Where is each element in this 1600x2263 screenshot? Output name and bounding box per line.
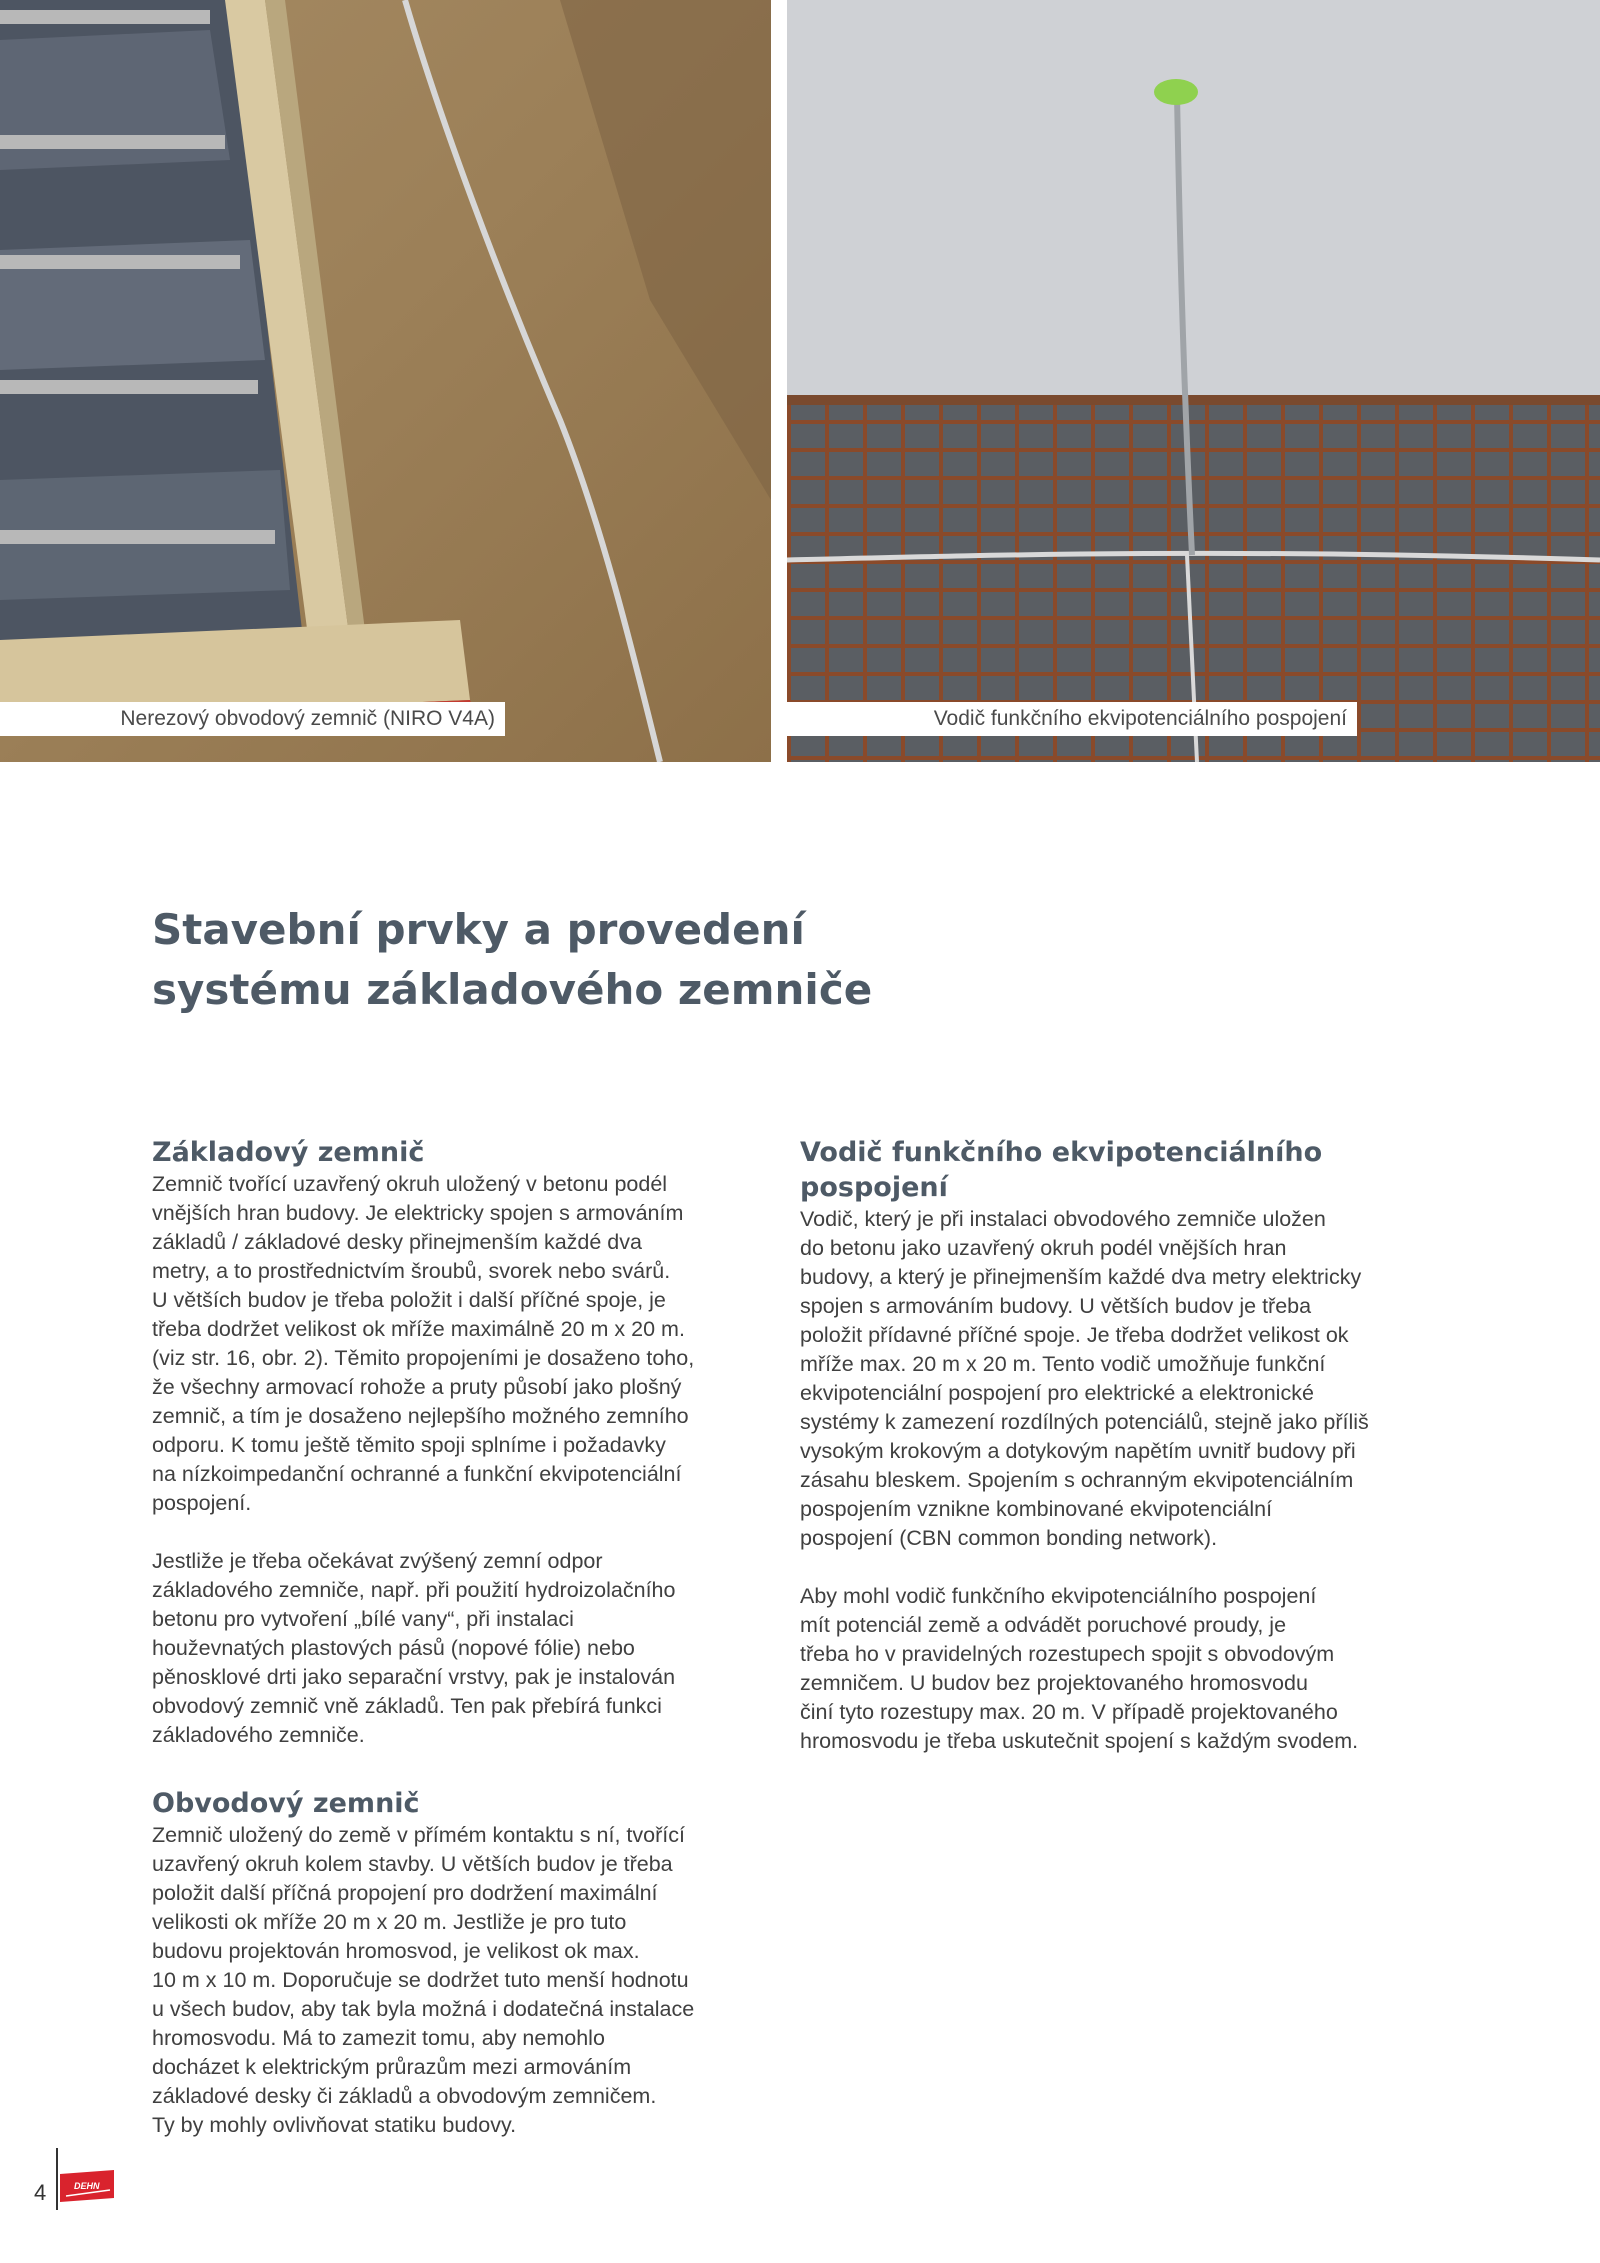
equipotential-paragraph-1: Vodič, který je při instalaci obvodového zemniče uložen do betonu jako uzavřený okruh podél vnějších hran budovy, a který je přinejmenším každé dva metry elektricky spojen s armováním budovy. U větších budov je třeba položit přídavné příčné spoje. Je třeba dodržet velikost ok mříže max. 20 m x 20 m. Tento vodič umožňuje funkční ekvipotenciální pospojení pro elektrické a elektronické systémy k zamezení rozdílných potenciálů, stejně jako příliš vysokým krokovým a dotykovým napětím uvnitř budovy při zásahu bleskem. Spojením s ochranným ekvipotenciálním pospojením vznikne kombinované ekvipotenciální pospojení (CBN common bonding network). (800, 1207, 1369, 1550)
dehn-logo-text: DEHN (74, 2181, 100, 2191)
photo-left-illustration (0, 0, 771, 762)
foundation-earth-paragraph-1: Zemnič tvořící uzavřený okruh uložený v betonu podél vnějších hran budovy. Je elektricky spojen s armováním základů / základové desky přinejmenším každé dva metry, a to prostřednictvím šroubů, svorek nebo svárů. U větších budov je třeba položit i další příčné spoje, je třeba dodržet velikost ok mříže maximálně 20 m x 20 m. (viz str. 16, obr. 2). Těmito propojeními je dosaženo toho, že všechny armovací rohože a pruty působí jako plošný zemnič, a tím je dosaženo nejlepšího možného zemního odporu. K tomu ještě těmito spoji splníme i požadavky na nízkoimpedanční ochranné a funkční ekvipotenciální pospojení. (152, 1172, 695, 1515)
section-heading-ring-earth: Obvodový zemnič (152, 1788, 420, 1819)
section-heading-foundation-earth: Základový zemnič (152, 1137, 425, 1168)
footer-divider (56, 2148, 58, 2210)
page-number: 4 (34, 2180, 47, 2205)
page-title (152, 900, 1152, 1020)
photo-equipotential-conductor (787, 0, 1600, 762)
photo-right-illustration (787, 0, 1600, 762)
photo-right-caption: Vodič funkčního ekvipotenciálního pospojení (787, 702, 1357, 736)
right-column (800, 1135, 1420, 1756)
page-title-line-1: Stavební prvky a provedení (152, 905, 805, 954)
ring-earth-paragraph-1: Zemnič uložený do země v přímém kontaktu s ní, tvořící uzavřený okruh kolem stavby. U větších budov je třeba položit další příčná propojení pro dodržení maximální velikosti ok mříže 20 m x 20 m. Jestliže je pro tuto budovu projektován hromosvod, je velikost ok max. 10 m x 10 m. Doporučuje se dodržet tuto menší hodnotu u všech budov, aby tak byla možná i dodatečná instalace hromosvodu. Má to zamezit tomu, aby nemohlo docházet k elektrickým průrazům mezi armováním základové desky či základů a obvodovým zemničem. Ty by mohly ovlivňovat statiku budovy. (152, 1823, 695, 2137)
foundation-earth-paragraph-2: Jestliže je třeba očekávat zvýšený zemní odpor základového zemniče, např. při použití hydroizolačního betonu pro vytvoření „bílé vany“, při instalaci houževnatých plastových pásů (nopové fólie) nebo pěnosklové drti jako separační vrstvy, pak je instalován obvodový zemnič vně základů. Ten pak přebírá funkci základového zemniče. (152, 1549, 676, 1747)
page-title-line-2: systému základového zemniče (152, 965, 873, 1014)
photo-stainless-ring-earth (0, 0, 771, 762)
dehn-logo-icon (60, 2170, 114, 2202)
section-heading-equipotential-conductor: Vodič funkčního ekvipotenciálního pospojení (800, 1137, 1323, 1203)
left-column (152, 1135, 752, 2140)
photo-left-caption: Nerezový obvodový zemnič (NIRO V4A) (0, 702, 505, 736)
equipotential-paragraph-2: Aby mohl vodič funkčního ekvipotenciálního pospojení mít potenciál země a odvádět poruchové proudy, je třeba ho v pravidelných rozestupech spojit s obvodovým zemničem. U budov bez projektovaného hromosvodu činí tyto rozestupy max. 20 m. V případě projektovaného hromosvodu je třeba uskutečnit spojení s každým svodem. (800, 1584, 1359, 1753)
